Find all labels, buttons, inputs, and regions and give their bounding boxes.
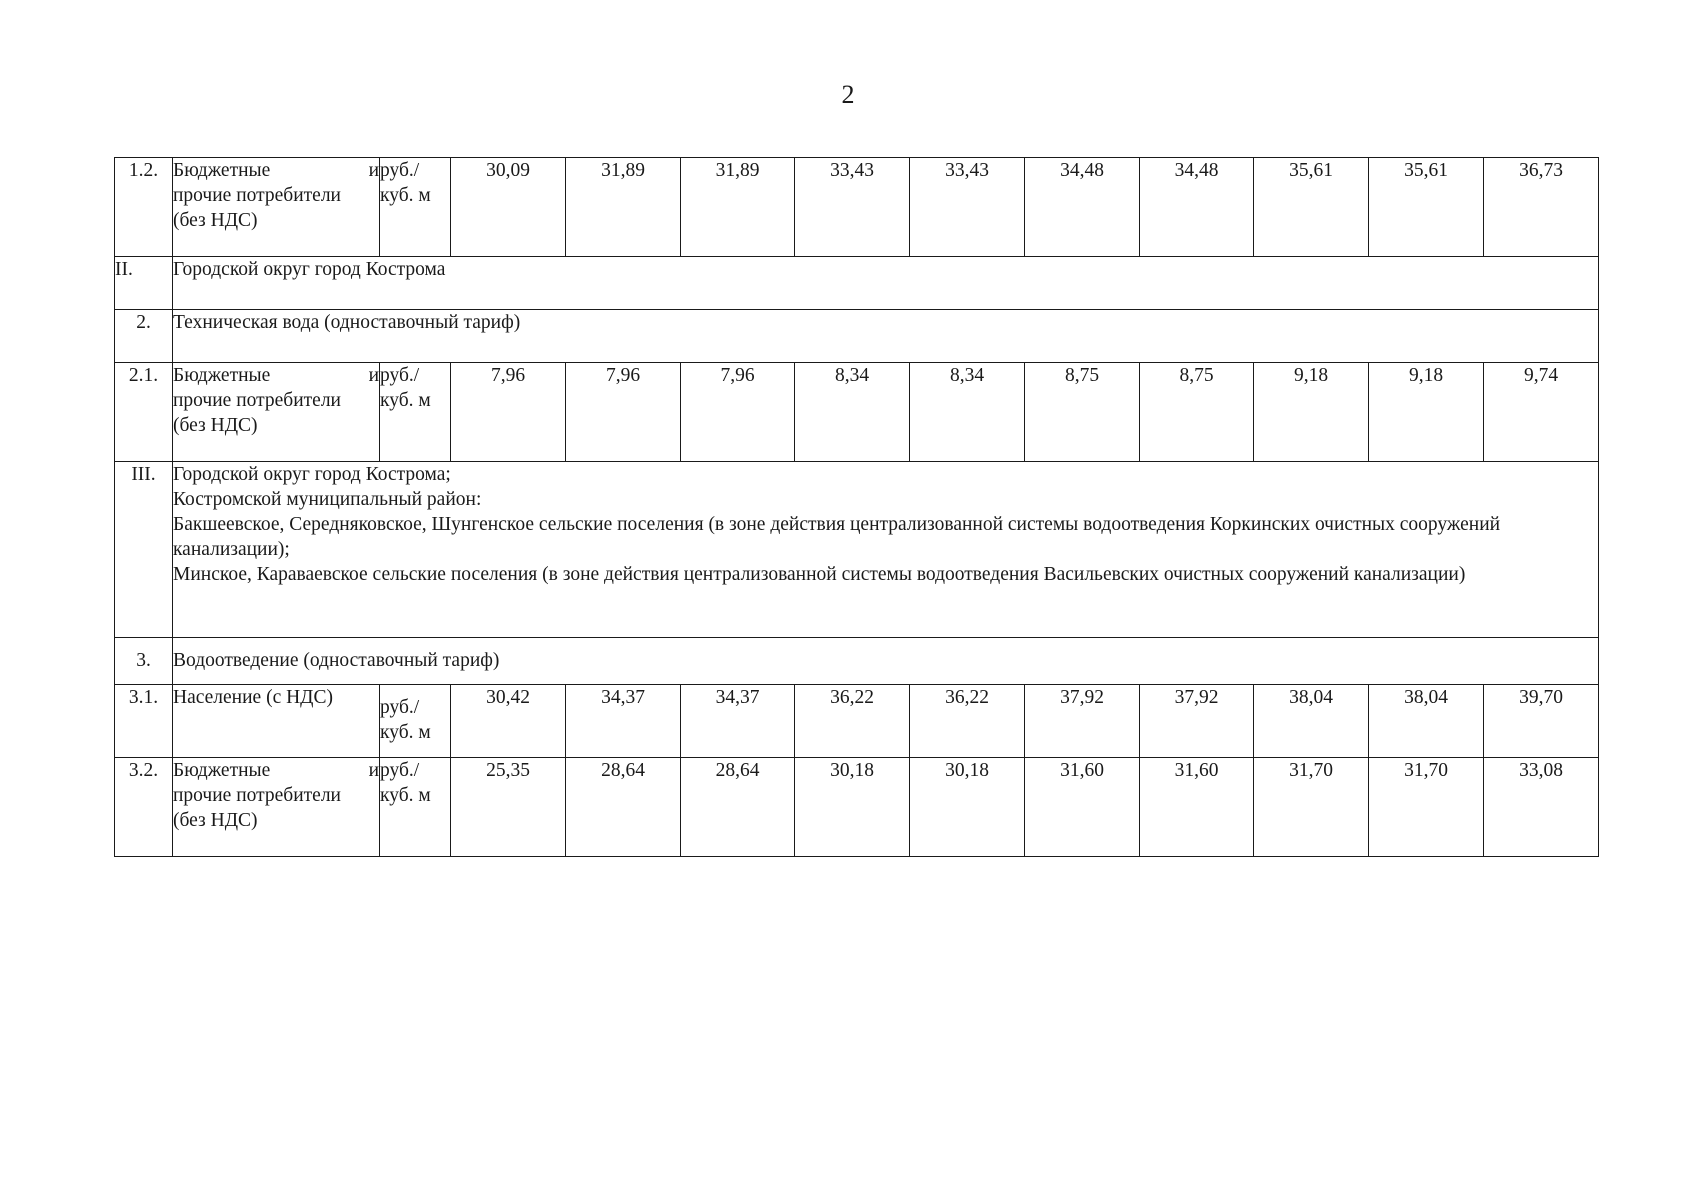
territory-line: Бакшеевское, Середняковское, Шунгенское сельские поселения (в зоне действия централизованной системы водоотведения Коркинских очистных сооружений канализации); [173, 514, 1501, 560]
row-number: 3. [115, 638, 173, 685]
tariff-value: 33,08 [1484, 758, 1599, 857]
tariff-value: 7,96 [451, 363, 566, 462]
territory-line: Городской округ город Кострома; [173, 464, 451, 485]
consumer-name [173, 158, 380, 257]
tariff-value: 28,64 [566, 758, 681, 857]
table-row-section [115, 638, 1599, 685]
unit-line: руб./ [380, 160, 420, 181]
tariff-value: 30,42 [451, 685, 566, 758]
tariff-value: 30,09 [451, 158, 566, 257]
tariff-value: 33,43 [910, 158, 1025, 257]
table-row [115, 758, 1599, 857]
name-line: (без НДС) [173, 210, 258, 231]
row-number: III. [115, 462, 173, 638]
unit-line: руб./ [380, 365, 420, 386]
unit-line: куб. м [380, 722, 431, 743]
row-number: 3.2. [115, 758, 173, 857]
consumer-name: Население (с НДС) [173, 685, 380, 758]
tariff-value: 9,18 [1369, 363, 1484, 462]
section-title: Водоотведение (одноставочный тариф) [173, 638, 1599, 685]
table-row [115, 363, 1599, 462]
unit-line: куб. м [380, 785, 431, 806]
row-number: 2. [115, 310, 173, 363]
tariff-value: 34,48 [1140, 158, 1254, 257]
name-word: Бюджетные [173, 160, 271, 181]
row-number: II. [115, 257, 173, 310]
table-row-section [115, 257, 1599, 310]
table-row [115, 158, 1599, 257]
row-number: 3.1. [115, 685, 173, 758]
unit-cell [380, 685, 451, 758]
tariff-value: 28,64 [681, 758, 795, 857]
page-number: 2 [841, 80, 855, 109]
section-title: Городской округ город Кострома [173, 257, 1599, 310]
tariff-value: 37,92 [1140, 685, 1254, 758]
tariff-value: 8,34 [795, 363, 910, 462]
tariff-value: 31,89 [566, 158, 681, 257]
tariff-value: 36,73 [1484, 158, 1599, 257]
tariff-value: 31,60 [1025, 758, 1140, 857]
tariff-value: 7,96 [566, 363, 681, 462]
tariff-value: 31,70 [1254, 758, 1369, 857]
unit-line: руб./ [380, 760, 420, 781]
section-title: Техническая вода (одноставочный тариф) [173, 310, 1599, 363]
unit-cell [380, 758, 451, 857]
name-line: (без НДС) [173, 810, 258, 831]
territory-line: Минское, Караваевское сельские поселения (в зоне действия централизованной системы водоотведения Васильевских очистных сооружений канализации) [173, 564, 1466, 585]
name-line: (без НДС) [173, 415, 258, 436]
unit-line: куб. м [380, 390, 431, 411]
table-row [115, 685, 1599, 758]
row-number: 1.2. [115, 158, 173, 257]
tariff-value: 7,96 [681, 363, 795, 462]
tariff-value: 36,22 [910, 685, 1025, 758]
name-word: и [368, 365, 379, 386]
name-line: прочие потребители [173, 785, 341, 806]
tariff-value: 30,18 [795, 758, 910, 857]
name-line: прочие потребители [173, 185, 341, 206]
unit-line: руб./ [380, 697, 420, 718]
tariff-value: 34,48 [1025, 158, 1140, 257]
tariff-value: 35,61 [1254, 158, 1369, 257]
table-row-section [115, 462, 1599, 638]
unit-line: куб. м [380, 185, 431, 206]
tariff-value: 8,75 [1025, 363, 1140, 462]
tariff-value: 31,60 [1140, 758, 1254, 857]
row-number: 2.1. [115, 363, 173, 462]
territory-description [173, 462, 1599, 638]
consumer-name [173, 758, 380, 857]
tariff-value: 31,70 [1369, 758, 1484, 857]
unit-cell [380, 158, 451, 257]
name-word: Бюджетные [173, 365, 271, 386]
tariff-value: 8,75 [1140, 363, 1254, 462]
tariff-value: 25,35 [451, 758, 566, 857]
tariff-value: 31,89 [681, 158, 795, 257]
tariff-value: 9,74 [1484, 363, 1599, 462]
tariff-value: 39,70 [1484, 685, 1599, 758]
tariff-value: 34,37 [681, 685, 795, 758]
unit-cell [380, 363, 451, 462]
table-row-section [115, 310, 1599, 363]
tariff-value: 9,18 [1254, 363, 1369, 462]
tariff-value: 34,37 [566, 685, 681, 758]
name-word: и [368, 760, 379, 781]
tariff-value: 30,18 [910, 758, 1025, 857]
territory-line: Костромской муниципальный район: [173, 489, 482, 510]
tariff-value: 35,61 [1369, 158, 1484, 257]
name-word: и [368, 160, 379, 181]
tariff-value: 38,04 [1254, 685, 1369, 758]
tariff-value: 37,92 [1025, 685, 1140, 758]
consumer-name [173, 363, 380, 462]
tariff-value: 38,04 [1369, 685, 1484, 758]
tariff-value: 33,43 [795, 158, 910, 257]
tariff-table [114, 157, 1599, 857]
tariff-value: 36,22 [795, 685, 910, 758]
tariff-value: 8,34 [910, 363, 1025, 462]
name-line: прочие потребители [173, 390, 341, 411]
name-word: Бюджетные [173, 760, 271, 781]
